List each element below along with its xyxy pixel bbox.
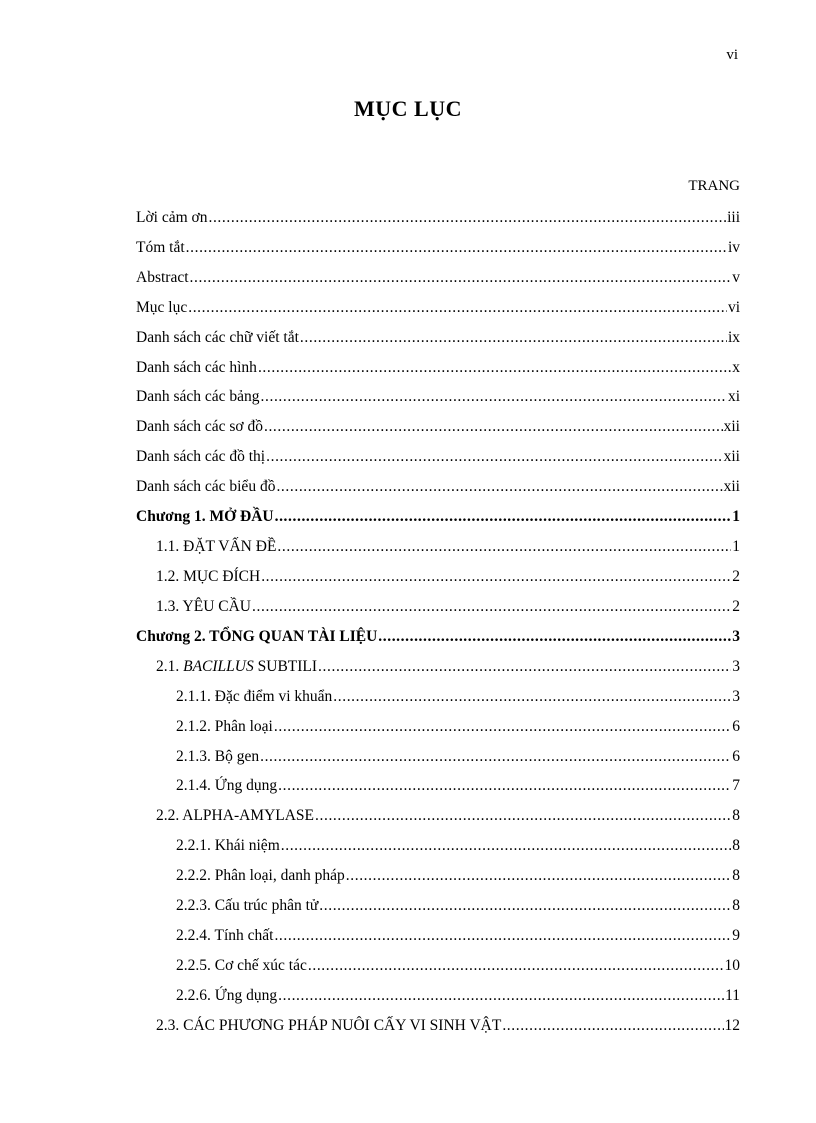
toc-entry-page: 3 — [732, 687, 740, 705]
dot-leader — [261, 388, 727, 406]
toc-entry-page: 3 — [732, 657, 740, 675]
toc-entry-label: 2.2.4. Tính chất — [176, 927, 274, 945]
toc-entry-label: 2.2. ALPHA-AMYLASE — [156, 807, 315, 825]
toc-entry-page: xii — [723, 418, 740, 436]
toc-entry[interactable] — [136, 801, 740, 831]
dot-leader — [260, 748, 731, 766]
toc-entry-page: vi — [727, 298, 740, 316]
toc-entry-page: iv — [727, 238, 740, 256]
toc-entry[interactable] — [136, 891, 740, 921]
toc-entry[interactable] — [136, 921, 740, 951]
dot-leader — [188, 299, 727, 317]
toc-entry-label: Danh sách các bảng — [136, 388, 260, 406]
toc-entry[interactable] — [136, 981, 740, 1011]
toc-entry-label: 2.2.5. Cơ chế xúc tác — [176, 957, 307, 974]
toc-entry[interactable] — [136, 712, 740, 742]
dot-leader — [186, 239, 727, 257]
toc-entry-page: 1 — [732, 508, 740, 526]
toc-entry-label: 1.2. MỤC ĐÍCH — [156, 568, 261, 586]
toc-entry[interactable] — [136, 353, 740, 383]
toc-entry-label: 1.1. ĐẶT VẤN ĐỀ — [156, 538, 277, 556]
toc-entry[interactable] — [136, 233, 740, 263]
dot-leader — [319, 897, 731, 915]
toc-entry-page: 11 — [725, 986, 740, 1004]
toc-entry-label: 2.2.1. Khái niệm — [176, 837, 280, 855]
toc-entry[interactable] — [136, 592, 740, 622]
toc-entry[interactable] — [136, 293, 740, 323]
toc-chapter-entry[interactable] — [136, 622, 740, 652]
dot-leader — [318, 658, 731, 676]
toc-entry-page: 8 — [732, 837, 740, 855]
toc-entry[interactable] — [136, 203, 740, 233]
toc-entry-page: 10 — [724, 957, 740, 974]
dot-leader — [274, 927, 731, 945]
toc-entry[interactable] — [136, 562, 740, 592]
toc-entry-label: Chương 1. MỞ ĐẦU — [136, 508, 274, 526]
toc-entry-label: 2.1.1. Đặc điểm vi khuẩn — [176, 687, 333, 705]
dot-leader — [275, 508, 732, 526]
toc-entry[interactable] — [136, 951, 740, 981]
toc-entry[interactable] — [136, 861, 740, 891]
toc-entry-label: Chương 2. TỔNG QUAN TÀI LIỆU — [136, 627, 378, 645]
dot-leader — [300, 329, 727, 347]
toc-entry[interactable] — [136, 1011, 740, 1041]
toc-entry-page: v — [732, 268, 740, 286]
dot-leader — [261, 568, 731, 586]
toc-entry-page: xii — [723, 478, 740, 496]
toc-entry-page: 12 — [724, 1016, 740, 1034]
dot-leader — [281, 837, 732, 855]
toc-entry[interactable] — [136, 472, 740, 502]
toc-entry-label: 2.2.6. Ứng dụng — [176, 986, 278, 1004]
dot-leader — [278, 777, 731, 795]
toc-entry-page: 3 — [732, 627, 740, 645]
page-number: vi — [726, 47, 738, 63]
toc-entry-label: 2.3. CÁC PHƯƠNG PHÁP NUÔI CẤY VI SINH VẬT — [156, 1016, 502, 1034]
dot-leader — [308, 957, 724, 975]
dot-leader — [258, 359, 731, 377]
toc-entry-page: iii — [727, 208, 740, 226]
dot-leader — [208, 209, 726, 227]
dot-leader — [266, 448, 723, 466]
toc-entry-page: 1 — [732, 538, 740, 556]
toc-entry-label: Mục lục — [136, 298, 188, 316]
dot-leader — [502, 1017, 723, 1035]
toc-entry[interactable] — [136, 742, 740, 772]
toc-entry-label: Danh sách các biểu đồ — [136, 478, 276, 496]
dot-leader — [274, 718, 731, 736]
toc-entry-page: 8 — [732, 897, 740, 915]
toc-entry-page: 2 — [732, 597, 740, 615]
dot-leader — [378, 628, 731, 646]
toc-entry-page: 8 — [732, 867, 740, 885]
toc-entry[interactable] — [136, 442, 740, 472]
toc-entry-label: Danh sách các đồ thị — [136, 448, 266, 466]
toc-entry-label-prefix: 2.1. — [156, 657, 184, 675]
dot-leader — [278, 987, 724, 1005]
toc-entry-label: 2.1.4. Ứng dụng — [176, 777, 278, 795]
dot-leader — [264, 418, 723, 436]
toc-entry-label: Danh sách các hình — [136, 358, 257, 376]
toc-entry[interactable] — [136, 323, 740, 353]
toc-entry[interactable] — [136, 412, 740, 442]
toc-entry-label-suffix: SUBTILI — [253, 657, 318, 675]
toc-entry-label: 1.3. YÊU CẦU — [156, 597, 252, 615]
table-of-contents — [136, 203, 740, 1041]
toc-chapter-entry[interactable] — [136, 502, 740, 532]
toc-entry[interactable] — [136, 263, 740, 293]
toc-entry[interactable] — [136, 772, 740, 802]
page-title: MỤC LỤC — [354, 96, 462, 121]
dot-leader — [315, 807, 731, 825]
toc-entry[interactable] — [136, 682, 740, 712]
toc-entry-label: 2.2.2. Phân loại, danh pháp — [176, 867, 345, 885]
toc-entry[interactable] — [136, 652, 740, 682]
dot-leader — [252, 598, 731, 616]
toc-entry-page: 6 — [732, 717, 740, 735]
dot-leader — [346, 867, 731, 885]
toc-entry[interactable] — [136, 831, 740, 861]
dot-leader — [333, 688, 731, 706]
toc-entry-label: Danh sách các chữ viết tắt — [136, 328, 299, 346]
toc-entry-page: 9 — [732, 927, 740, 945]
toc-entry-page: xi — [727, 388, 740, 406]
toc-entry-label-italic: BACILLUS — [183, 657, 254, 675]
toc-entry-page: 7 — [732, 777, 740, 795]
toc-entry-label — [156, 658, 317, 676]
toc-entry-label: Abstract — [136, 268, 189, 286]
dot-leader — [277, 538, 731, 556]
toc-entry-page: 6 — [732, 747, 740, 765]
toc-entry-label: 2.2.3. Cấu trúc phân tử — [176, 897, 319, 915]
toc-entry-label: 2.1.3. Bộ gen — [176, 747, 260, 765]
dot-leader — [276, 478, 722, 496]
toc-entry-page: xii — [723, 448, 740, 466]
toc-entry-label: Lời cảm ơn — [136, 208, 208, 226]
page-column-header: TRANG — [688, 178, 740, 194]
toc-entry-label: 2.1.2. Phân loại — [176, 717, 273, 735]
toc-entry-page: x — [732, 358, 740, 376]
dot-leader — [190, 269, 732, 287]
toc-entry-page: 2 — [732, 568, 740, 586]
toc-entry-label: Tóm tắt — [136, 238, 185, 256]
toc-entry-page: ix — [727, 328, 740, 346]
toc-entry-page: 8 — [732, 807, 740, 825]
toc-entry[interactable] — [136, 383, 740, 413]
toc-entry[interactable] — [136, 532, 740, 562]
toc-entry-label: Danh sách các sơ đồ — [136, 418, 263, 436]
